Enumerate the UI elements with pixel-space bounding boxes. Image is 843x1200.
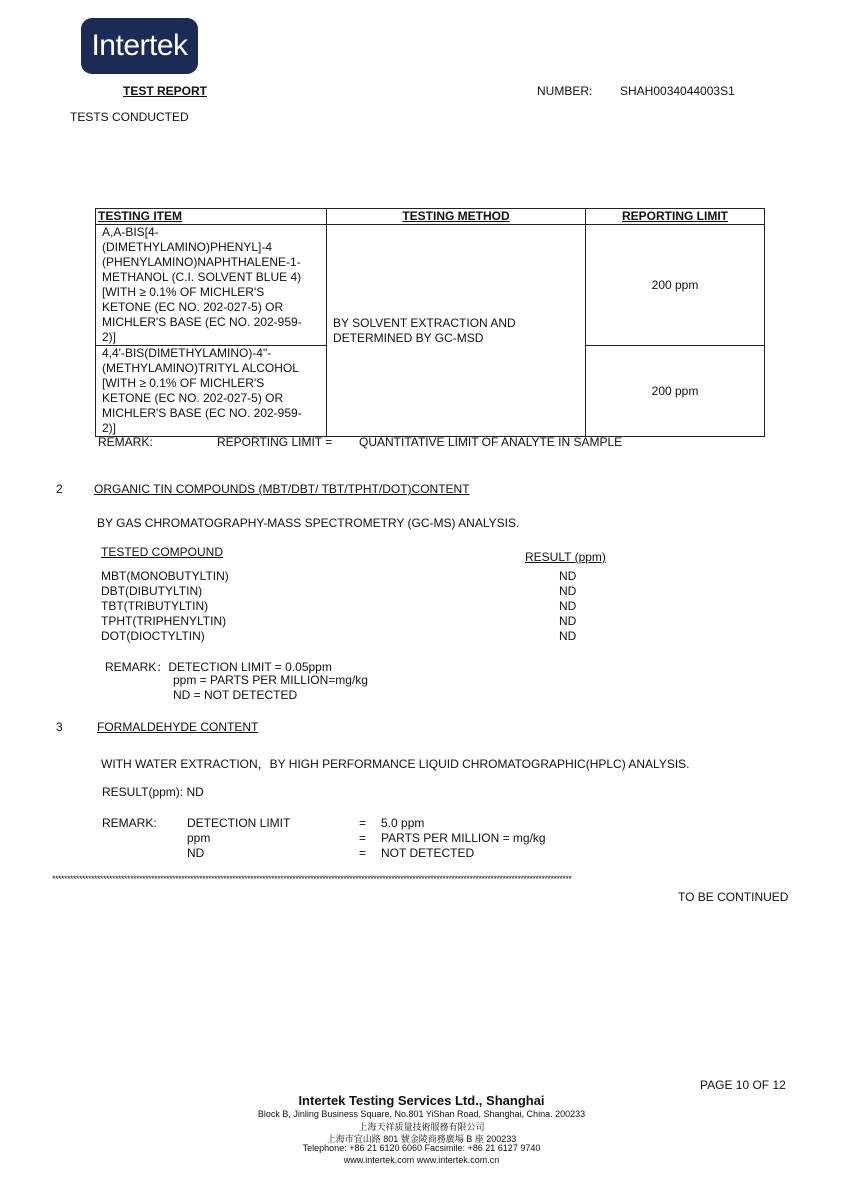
- testing-method-cell: BY SOLVENT EXTRACTION AND DETERMINED BY GC-MSD: [327, 225, 586, 437]
- remark-eq: =: [359, 816, 367, 830]
- reporting-limit-cell: 200 ppm: [586, 225, 765, 346]
- footer-address: Block B, Jinling Business Square, No.801 YiShan Road, Shanghai, China. 200233: [257, 1109, 586, 1119]
- section-3-number: 3: [56, 720, 63, 734]
- report-number-value: SHAH0034044003S1: [620, 84, 735, 98]
- report-number-label: NUMBER:: [537, 84, 593, 98]
- remark-key: ND: [187, 846, 205, 860]
- section-2-remark-3: ND = NOT DETECTED: [173, 688, 298, 702]
- section-2-title: ORGANIC TIN COMPOUNDS (MBT/DBT/ TBT/TPHT/DOT)CONTENT: [94, 482, 470, 496]
- result-header: RESULT (ppm): [525, 550, 606, 564]
- section-3-remark-eqs: [359, 816, 366, 861]
- footer-company: Intertek Testing Services Ltd., Shanghai: [298, 1093, 545, 1108]
- col-testing-method: TESTING METHOD: [327, 209, 586, 225]
- report-title: TEST REPORT: [123, 84, 208, 98]
- list-item: TBT(TRIBUTYLTIN): [101, 599, 209, 613]
- compound-list: [101, 569, 229, 644]
- tested-compound-header: TESTED COMPOUND: [101, 545, 224, 559]
- separator-line: *****************************************************************************************************************************************************************************: [52, 874, 572, 884]
- section-2-remark-1: REMARK：DETECTION LIMIT = 0.05ppm: [105, 660, 332, 674]
- remark-key: ppm: [187, 831, 211, 845]
- remark-eq: =: [359, 831, 367, 845]
- testing-item-cell: A,A-BIS[4- (DIMETHYLAMINO)PHENYL]-4 (PHENYLAMINO)NAPHTHALENE-1- METHANOL (C.I. SOLVENT BLUE 4) [WITH ≥ 0.1% OF MICHLER'S KETONE (EC NO. 202-027-5) OR MICHLER'S BASE (EC NO. 202-959- 2)]: [96, 225, 327, 346]
- footer-web: www.intertek.com www.intertek.com.cn: [343, 1155, 500, 1165]
- remark-value: PARTS PER MILLION = mg/kg: [381, 831, 546, 845]
- section-3-title: FORMALDEHYDE CONTENT: [97, 720, 259, 734]
- table-remark-key: REPORTING LIMIT =: [217, 435, 333, 449]
- remark-value: NOT DETECTED: [381, 846, 475, 860]
- table-remark-label: REMARK:: [98, 435, 153, 449]
- testing-item-cell: 4,4'-BIS(DIMETHYLAMINO)-4"- (METHYLAMINO)TRITYL ALCOHOL [WITH ≥ 0.1% OF MICHLER'S KETONE (EC NO. 202-027-5) OR MICHLER'S BASE (EC NO. 202-959- 2)]: [96, 346, 327, 437]
- section-3-method: WITH WATER EXTRACTION，BY HIGH PERFORMANCE LIQUID CHROMATOGRAPHIC(HPLC) ANALYSIS.: [101, 757, 690, 771]
- section-2-remark-2: ppm = PARTS PER MILLION=mg/kg: [173, 673, 368, 687]
- list-item: ND: [559, 584, 577, 598]
- section-3-remark-values: [381, 816, 546, 861]
- tests-conducted-label: TESTS CONDUCTED: [70, 110, 189, 124]
- list-item: ND: [559, 569, 577, 583]
- table-remark-value: QUANTITATIVE LIMIT OF ANALYTE IN SAMPLE: [359, 435, 623, 449]
- list-item: DBT(DIBUTYLTIN): [101, 584, 203, 598]
- footer-cn-address: 上海市宜山路 801 號金陵商務廣場 B 座 200233: [326, 1134, 517, 1144]
- remark-value: 5.0 ppm: [381, 816, 425, 830]
- intertek-logo: Intertek: [81, 18, 198, 74]
- remark-key: DETECTION LIMIT: [187, 816, 291, 830]
- footer-phone: Telephone: +86 21 6120 6060 Facsimile: +86 21 6127 9740: [302, 1143, 541, 1153]
- table-header-row: [96, 209, 765, 225]
- section-3-remark-label: REMARK:: [102, 816, 157, 830]
- section-3-result: RESULT(ppm): ND: [102, 785, 204, 799]
- result-list: [559, 569, 576, 644]
- footer-cn-company: 上海天祥质量技術服務有限公司: [358, 1122, 485, 1132]
- list-item: DOT(DIOCTYLTIN): [101, 629, 205, 643]
- to-be-continued: TO BE CONTINUED: [678, 890, 789, 904]
- section-3-remark-keys: [187, 816, 290, 861]
- list-item: ND: [559, 629, 577, 643]
- list-item: ND: [559, 614, 577, 628]
- table-row: [96, 225, 765, 346]
- testing-table: [95, 208, 765, 437]
- section-2-method: BY GAS CHROMATOGRAPHY-MASS SPECTROMETRY (GC-MS) ANALYSIS.: [97, 516, 520, 530]
- list-item: TPHT(TRIPHENYLTIN): [101, 614, 227, 628]
- remark-eq: =: [359, 846, 367, 860]
- col-reporting-limit: REPORTING LIMIT: [586, 209, 765, 225]
- col-testing-item: TESTING ITEM: [96, 209, 327, 225]
- list-item: ND: [559, 599, 577, 613]
- list-item: MBT(MONOBUTYLTIN): [101, 569, 229, 583]
- page-number: PAGE 10 OF 12: [700, 1078, 786, 1092]
- section-2-number: 2: [56, 482, 63, 496]
- reporting-limit-cell: 200 ppm: [586, 346, 765, 437]
